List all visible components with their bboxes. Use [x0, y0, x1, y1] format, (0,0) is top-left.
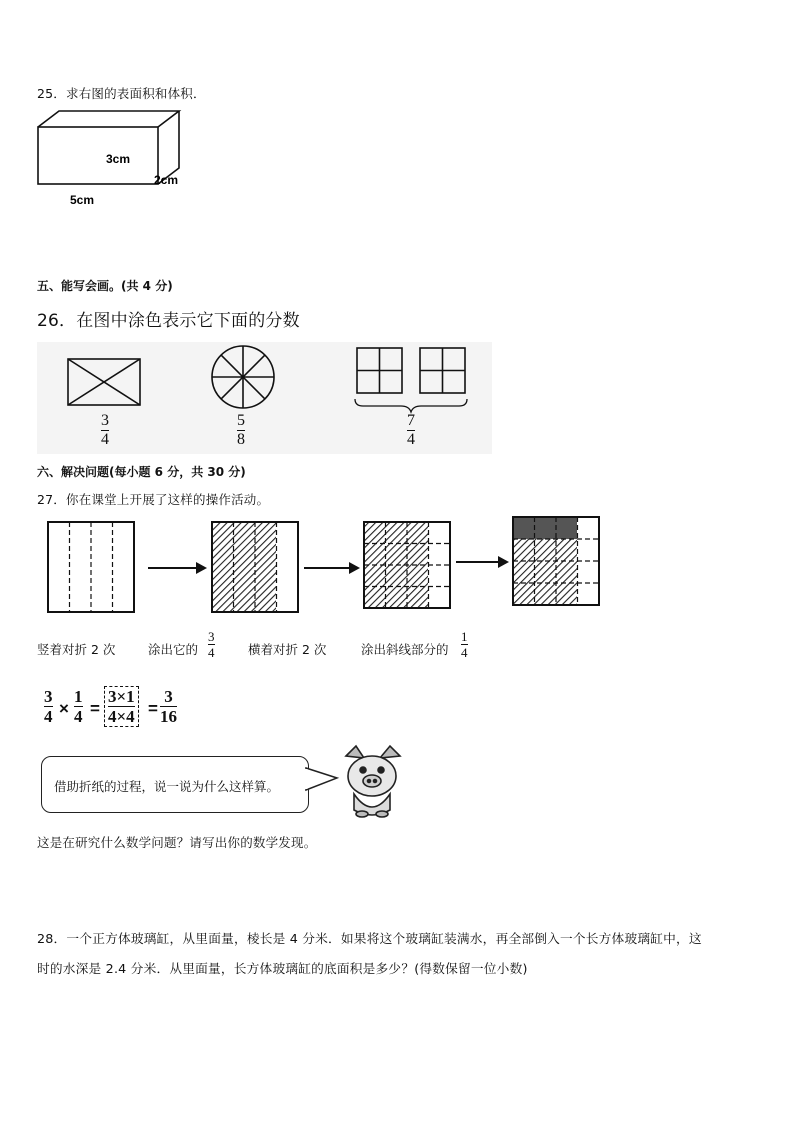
eq-fraction-result: 3 16 — [160, 687, 177, 726]
q25-text: 25．求右图的表面积和体积． — [37, 86, 206, 101]
arrow-right-icon — [498, 556, 509, 568]
bubble-text: 借助折纸的过程，说一说为什么这样算。 — [54, 779, 280, 794]
step2-caption: 涂出它的 — [148, 642, 199, 657]
section5-title: 五、能写会画。(共 4 分) — [37, 279, 173, 293]
speech-bubble — [41, 756, 309, 813]
eq-fraction-a: 3 4 — [44, 687, 53, 726]
cuboid-figure — [30, 105, 200, 215]
equals-sign: = — [90, 699, 100, 718]
brace — [355, 399, 467, 412]
eq-fraction-b: 1 4 — [74, 687, 83, 726]
equation — [44, 686, 194, 736]
q27-question: 这是在研究什么数学问题？请写出你的数学发现。 — [37, 835, 317, 850]
circle-shape[interactable] — [212, 346, 274, 408]
arrow-right-icon — [349, 562, 360, 574]
step3-caption: 横着对折 2 次 — [248, 642, 327, 657]
step1-caption: 竖着对折 2 次 — [37, 642, 116, 657]
step4-fraction: 1 4 — [461, 629, 468, 660]
pig-icon — [334, 744, 410, 820]
square-grid-1[interactable] — [357, 348, 402, 393]
equals-sign-2: = — [148, 699, 158, 718]
depth-label: 2cm — [154, 173, 179, 187]
q28-line2: 时的水深是 2.4 分米．从里面量，长方体玻璃缸的底面积是多少？(得数保留一位小数) — [37, 961, 528, 976]
height-label: 3cm — [106, 152, 131, 166]
fraction-figures-panel — [37, 342, 492, 454]
folding-steps-figure — [44, 514, 604, 618]
step4-caption: 涂出斜线部分的 — [361, 642, 449, 657]
square-grid-2[interactable] — [420, 348, 465, 393]
fraction-5-8: 5 8 — [237, 412, 245, 448]
fraction-7-4: 7 4 — [407, 412, 415, 448]
times-sign: × — [59, 699, 69, 718]
arrow-right-icon — [196, 562, 207, 574]
q26-text: 26．在图中涂色表示它下面的分数 — [37, 311, 300, 331]
step2-fraction: 3 4 — [208, 629, 215, 660]
eq-fraction-boxed: 3×1 4×4 — [104, 686, 139, 727]
q28-line1: 28．一个正方体玻璃缸，从里面量，棱长是 4 分米．如果将这个玻璃缸装满水，再全部倒入一个长方体玻璃缸中，这 — [37, 931, 702, 946]
length-label: 5cm — [70, 193, 95, 207]
q27-text: 27．你在课堂上开展了这样的操作活动。 — [37, 492, 270, 507]
fraction-3-4: 3 4 — [101, 412, 109, 448]
section6-title: 六、解决问题(每小题 6 分，共 30 分) — [37, 465, 246, 479]
